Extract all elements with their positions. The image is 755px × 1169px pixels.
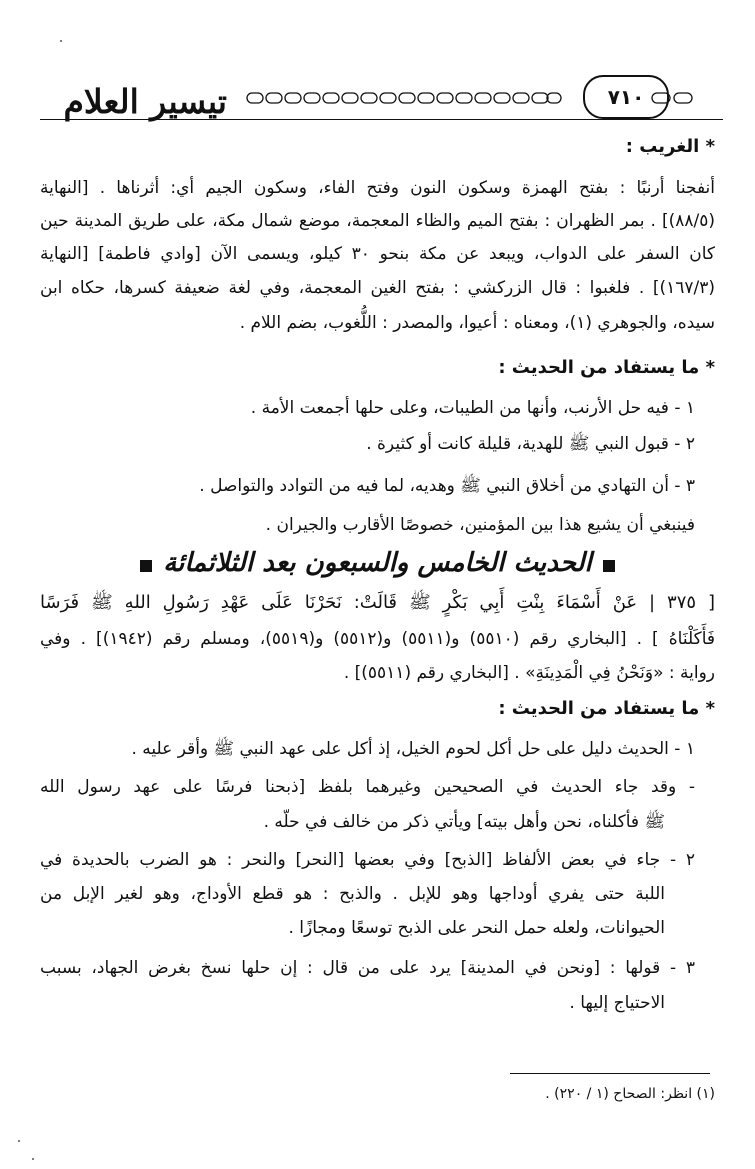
text-line: الاحتياج إليها .: [569, 993, 665, 1013]
text-line: أنفجنا أرنبًا : بفتح الهمزة وسكون النون وفتح الفاء، وسكون الجيم أي: أثرناها . [النهاية: [40, 178, 715, 198]
text-line: كان السفر على الدواب، ويبعد عن مكة بنحو ٣٠ كيلو، ويسمى الآن [وادي فاطمة] [النهاية: [40, 244, 715, 264]
hadith-title-row: [120, 543, 635, 583]
hadith-text-line: [ ٣٧٥ | عَنْ أَسْمَاءَ بِنْتِ أَبِي بَكْرٍ ﷺ قَالَتْ: نَحَرْنَا عَلَى عَهْدِ رَسُولِ اللهِ ﷺ فَرَسًا: [40, 592, 715, 613]
list-item: - وقد جاء الحديث في الصحيحين وغيرهما بلفظ [ذبحنا فرسًا على عهد رسول الله: [40, 777, 695, 797]
section-heading-benefits: * ما يستفاد من الحديث :: [498, 357, 715, 378]
hadith-text-line: فَأَكَلْنَاهُ ] . [البخاري رقم (٥٥١٠) و(٥٥١١) و(٥٥١٢) و(٥٥١٩)، ومسلم رقم (١٩٤٢)] . وفي: [40, 629, 716, 649]
footnote: (١) انظر: الصحاح (١ / ٢٢٠) .: [545, 1086, 715, 1102]
scan-speck: [32, 1158, 34, 1160]
list-item: ٢ - قبول النبي ﷺ للهدية، قليلة كانت أو كثيرة .: [366, 434, 695, 454]
hadith-title: الحديث الخامس والسبعون بعد الثلاثمائة: [163, 548, 592, 578]
list-item: ١ - فيه حل الأرنب، وأنها من الطيبات، وعلى حلها أجمعت الأمة .: [250, 398, 695, 418]
list-item: ٢ - جاء في بعض الألفاظ [الذبح] وفي بعضها [النحر] والنحر : هو الضرب بالحديدة في: [40, 850, 695, 870]
scan-speck: [60, 40, 62, 42]
running-title: تيسير العلام: [63, 82, 227, 121]
text-line: اللبة حتى يفري أوداجها وهو للإبل . والذبح : هو قطع الأوداج، وهو لغير الإبل من: [40, 884, 665, 904]
text-line: فينبغي أن يشيع هذا بين المؤمنين، خصوصًا الأقارب والجيران .: [265, 515, 695, 535]
square-bullet-icon: [603, 560, 615, 572]
square-bullet-icon: [140, 560, 152, 572]
page-number: ٧١٠: [583, 75, 669, 119]
list-item: ١ - الحديث دليل على حل أكل لحوم الخيل، إذ أكل على عهد النبي ﷺ وأقر عليه .: [131, 739, 695, 759]
hadith-text-line: رواية : «وَنَحْنُ فِي الْمَدِينَةِ» . [البخاري رقم (٥٥١١)] .: [343, 663, 715, 683]
decorative-chain-ornament-small: [650, 90, 696, 106]
text-line: (١٦٧/٣)] . فلغبوا : قال الزركشي : بفتح الغين المعجمة، وفي لغة ضعيفة كسرها، حكاه ابن: [40, 278, 715, 298]
text-line: الحيوانات، ولعله حمل النحر على الذبح توسعًا ومجازًا .: [288, 918, 665, 938]
text-line: ﷺ فأكلناه، نحن وأهل بيته] ويأتي ذكر من خالف في حلّه .: [263, 812, 665, 832]
section-heading-benefits: * ما يستفاد من الحديث :: [498, 698, 715, 719]
list-item: ٣ - أن التهادي من أخلاق النبي ﷺ وهديه، لما فيه من التوادد والتواصل .: [199, 476, 695, 496]
footnote-rule: [510, 1073, 710, 1074]
text-line: سيده، والجوهري (١)، ومعناه : أعيوا، والمصدر : اللُّغوب، بضم اللام .: [239, 313, 715, 333]
text-line: (٨٨/٥)] . بمر الظهران : بفتح الميم والظاء المعجمة، موضع شمال مكة، على طريق المدينة حين: [40, 211, 715, 231]
header-rule: [40, 119, 723, 120]
decorative-chain-ornament: [245, 90, 563, 106]
section-heading-gharib: * الغريب :: [625, 136, 715, 157]
scan-speck: [18, 1140, 20, 1142]
list-item: ٣ - قولها : [ونحن في المدينة] يرد على من قال : إن حلها نسخ بغرض الجهاد، بسبب: [40, 958, 695, 978]
